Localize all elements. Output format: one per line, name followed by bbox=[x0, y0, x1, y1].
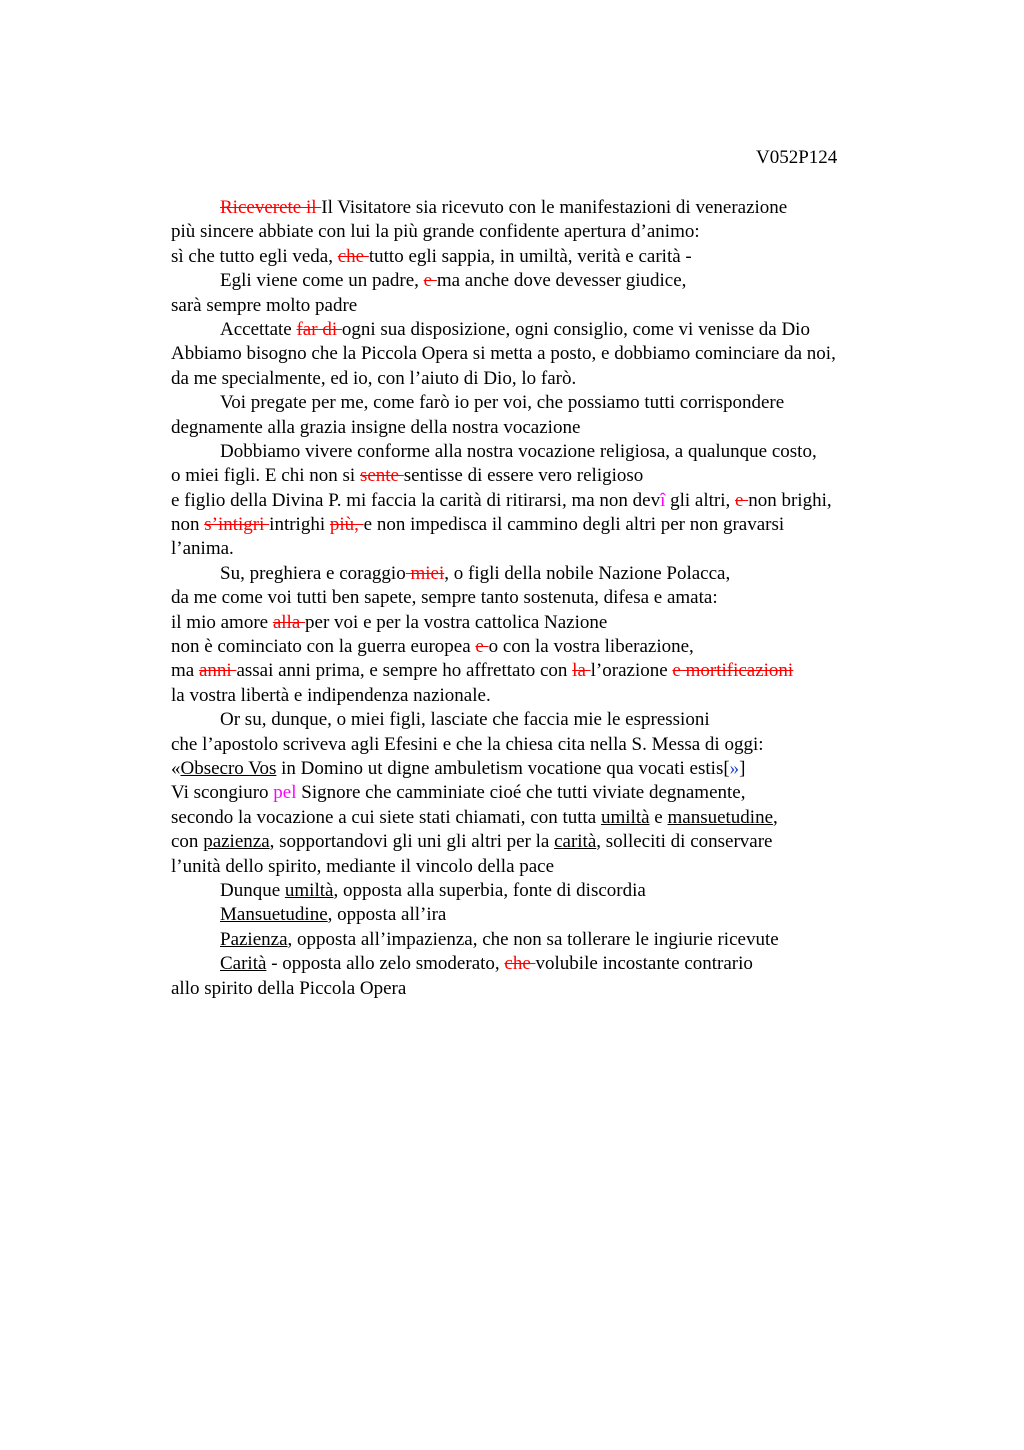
text-line bbox=[171, 416, 931, 440]
text-segment: , o figli della nobile Nazione Polacca, bbox=[444, 562, 731, 584]
inserted-mark: pel bbox=[273, 782, 297, 804]
text-segment: e figlio della Divina P. mi faccia la carità di ritirarsi, ma non dev bbox=[171, 489, 661, 511]
text-segment: non bbox=[171, 514, 205, 536]
text-segment: in Domino ut digne ambuletism vocatione qua vocati estis[ bbox=[276, 757, 730, 779]
text-line bbox=[171, 903, 931, 927]
text-segment: Signore che camminiate cioé che tutti viviate degnamente, bbox=[296, 782, 746, 804]
text-line bbox=[171, 294, 931, 318]
deleted-text: miei bbox=[405, 562, 445, 584]
deleted-text: e bbox=[475, 636, 489, 658]
text-segment: che l’apostolo scriveva agli Efesini e che la chiesa cita nella S. Messa di oggi: bbox=[171, 733, 764, 755]
text-segment: e bbox=[649, 806, 668, 828]
deleted-text: e mortificazioni bbox=[672, 660, 794, 682]
underlined-text: Pazienza bbox=[220, 928, 288, 950]
text-segment: sarà sempre molto padre bbox=[171, 294, 358, 316]
text-segment: Abbiamo bisogno che la Piccola Opera si metta a posto, e dobbiamo cominciare da noi, bbox=[171, 343, 836, 365]
text-segment: Egli viene come un padre, bbox=[220, 270, 424, 292]
text-segment: l’orazione bbox=[590, 660, 673, 682]
text-line bbox=[171, 659, 931, 683]
text-line bbox=[171, 708, 931, 732]
text-line bbox=[171, 781, 931, 805]
text-segment: , solleciti di conservare bbox=[596, 831, 773, 853]
underlined-text: pazienza bbox=[203, 831, 270, 853]
deleted-text: più, bbox=[329, 514, 364, 536]
text-segment: l’unità dello spirito, mediante il vincolo della pace bbox=[171, 855, 555, 877]
text-segment: sentisse di essere vero religioso bbox=[403, 465, 644, 487]
text-segment: ma anche dove devesser giudice, bbox=[436, 270, 687, 292]
text-segment: per voi e per la vostra cattolica Nazione bbox=[305, 611, 608, 633]
text-segment: Dunque bbox=[220, 879, 285, 901]
document-body bbox=[171, 196, 931, 1001]
text-segment: Voi pregate per me, come farò io per voi, che possiamo tutti corrispondere bbox=[220, 392, 785, 414]
text-segment: Dobbiamo vivere conforme alla nostra vocazione religiosa, a qualunque costo, bbox=[220, 440, 817, 462]
text-segment: , opposta all’impazienza, che non sa tollerare le ingiurie ricevute bbox=[287, 928, 779, 950]
text-segment: il mio amore bbox=[171, 611, 273, 633]
text-segment: , opposta alla superbia, fonte di discordia bbox=[333, 879, 646, 901]
deleted-text: anni bbox=[198, 660, 237, 682]
deleted-text: far di bbox=[296, 318, 342, 340]
text-line bbox=[171, 684, 931, 708]
text-segment: da me come voi tutti ben sapete, sempre tanto sostenuta, difesa e amata: bbox=[171, 587, 718, 609]
text-segment: « bbox=[171, 757, 181, 779]
text-line bbox=[171, 196, 931, 220]
underlined-text: carità bbox=[554, 831, 597, 853]
page-reference-id: V052P124 bbox=[756, 147, 838, 168]
deleted-text: Riceverete il bbox=[220, 197, 322, 218]
text-segment: assai anni prima, e sempre ho affrettato con bbox=[236, 660, 573, 682]
deleted-text: e bbox=[423, 270, 437, 292]
text-line bbox=[171, 245, 931, 269]
underlined-text: Obsecro Vos bbox=[180, 757, 277, 779]
text-line bbox=[171, 611, 931, 635]
text-line bbox=[171, 220, 931, 244]
editorial-mark: » bbox=[729, 757, 740, 779]
text-segment: ] bbox=[739, 757, 746, 779]
text-line bbox=[171, 440, 931, 464]
text-segment: o con la vostra liberazione, bbox=[488, 636, 694, 658]
text-segment: non brighi, bbox=[748, 489, 832, 511]
text-segment: secondo la vocazione a cui siete stati chiamati, con tutta bbox=[171, 806, 601, 828]
deleted-text: la bbox=[572, 660, 591, 682]
deleted-text: che bbox=[504, 953, 536, 975]
text-line bbox=[171, 806, 931, 830]
text-segment: - opposta allo zelo smoderato, bbox=[266, 953, 505, 975]
text-segment: , sopportandovi gli uni gli altri per la bbox=[269, 831, 555, 853]
inserted-mark: î bbox=[660, 489, 666, 511]
text-segment: con bbox=[171, 831, 204, 853]
text-line bbox=[171, 269, 931, 293]
text-segment: Or su, dunque, o miei figli, lasciate che faccia mie le espressioni bbox=[220, 709, 710, 731]
deleted-text: alla bbox=[272, 611, 306, 633]
text-line bbox=[171, 489, 931, 513]
text-line bbox=[171, 391, 931, 415]
text-segment: gli altri, bbox=[665, 489, 736, 511]
text-segment: allo spirito della Piccola Opera bbox=[171, 977, 407, 999]
text-segment: Accettate bbox=[220, 318, 297, 340]
text-segment: intrighi bbox=[269, 514, 330, 536]
underlined-text: Carità bbox=[220, 953, 267, 975]
underlined-text: mansuetudine bbox=[667, 806, 774, 828]
deleted-text: s’intigri bbox=[204, 514, 270, 536]
text-segment: , opposta all’ira bbox=[327, 904, 447, 926]
text-line bbox=[171, 635, 931, 659]
text-line bbox=[171, 952, 931, 976]
deleted-text: che bbox=[337, 245, 369, 267]
text-line bbox=[171, 464, 931, 488]
text-segment: ogni sua disposizione, ogni consiglio, come vi venisse da Dio bbox=[341, 318, 810, 340]
text-line bbox=[171, 586, 931, 610]
text-segment: da me specialmente, ed io, con l’aiuto di Dio, lo farò. bbox=[171, 367, 577, 389]
text-line bbox=[171, 757, 931, 781]
underlined-text: Mansuetudine bbox=[220, 904, 328, 926]
text-segment: non è cominciato con la guerra europea bbox=[171, 636, 476, 658]
text-line bbox=[171, 513, 931, 537]
underlined-text: umiltà bbox=[284, 879, 334, 901]
text-segment: Il Visitatore sia ricevuto con le manifestazioni di venerazione bbox=[321, 197, 788, 218]
text-segment: tutto egli sappia, in umiltà, verità e carità - bbox=[368, 245, 692, 267]
text-line bbox=[171, 830, 931, 854]
text-segment: più sincere abbiate con lui la più grande confidente apertura d’animo: bbox=[171, 221, 700, 243]
text-segment: ma bbox=[171, 660, 199, 682]
deleted-text: e bbox=[735, 489, 749, 511]
text-line bbox=[171, 977, 931, 1001]
text-line bbox=[171, 855, 931, 879]
text-line bbox=[171, 367, 931, 391]
text-segment: e non impedisca il cammino degli altri per non gravarsi bbox=[363, 514, 785, 536]
text-segment: sì che tutto egli veda, bbox=[171, 245, 338, 267]
text-line bbox=[171, 537, 931, 561]
text-segment: o miei figli. E chi non si bbox=[171, 465, 360, 487]
text-line bbox=[171, 733, 931, 757]
text-segment: volubile incostante contrario bbox=[535, 953, 753, 975]
text-line bbox=[171, 318, 931, 342]
text-segment: , bbox=[773, 806, 778, 828]
deleted-text: sente bbox=[359, 465, 404, 487]
text-line bbox=[171, 562, 931, 586]
text-line bbox=[171, 879, 931, 903]
text-line bbox=[171, 928, 931, 952]
text-segment: degnamente alla grazia insigne della nostra vocazione bbox=[171, 416, 581, 438]
underlined-text: umiltà bbox=[600, 806, 650, 828]
text-segment: la vostra libertà e indipendenza nazionale. bbox=[171, 684, 491, 706]
text-segment: Su, preghiera e coraggio bbox=[220, 562, 406, 584]
text-line bbox=[171, 342, 931, 366]
text-segment: Vi scongiuro bbox=[171, 782, 274, 804]
text-segment: l’anima. bbox=[171, 538, 234, 560]
